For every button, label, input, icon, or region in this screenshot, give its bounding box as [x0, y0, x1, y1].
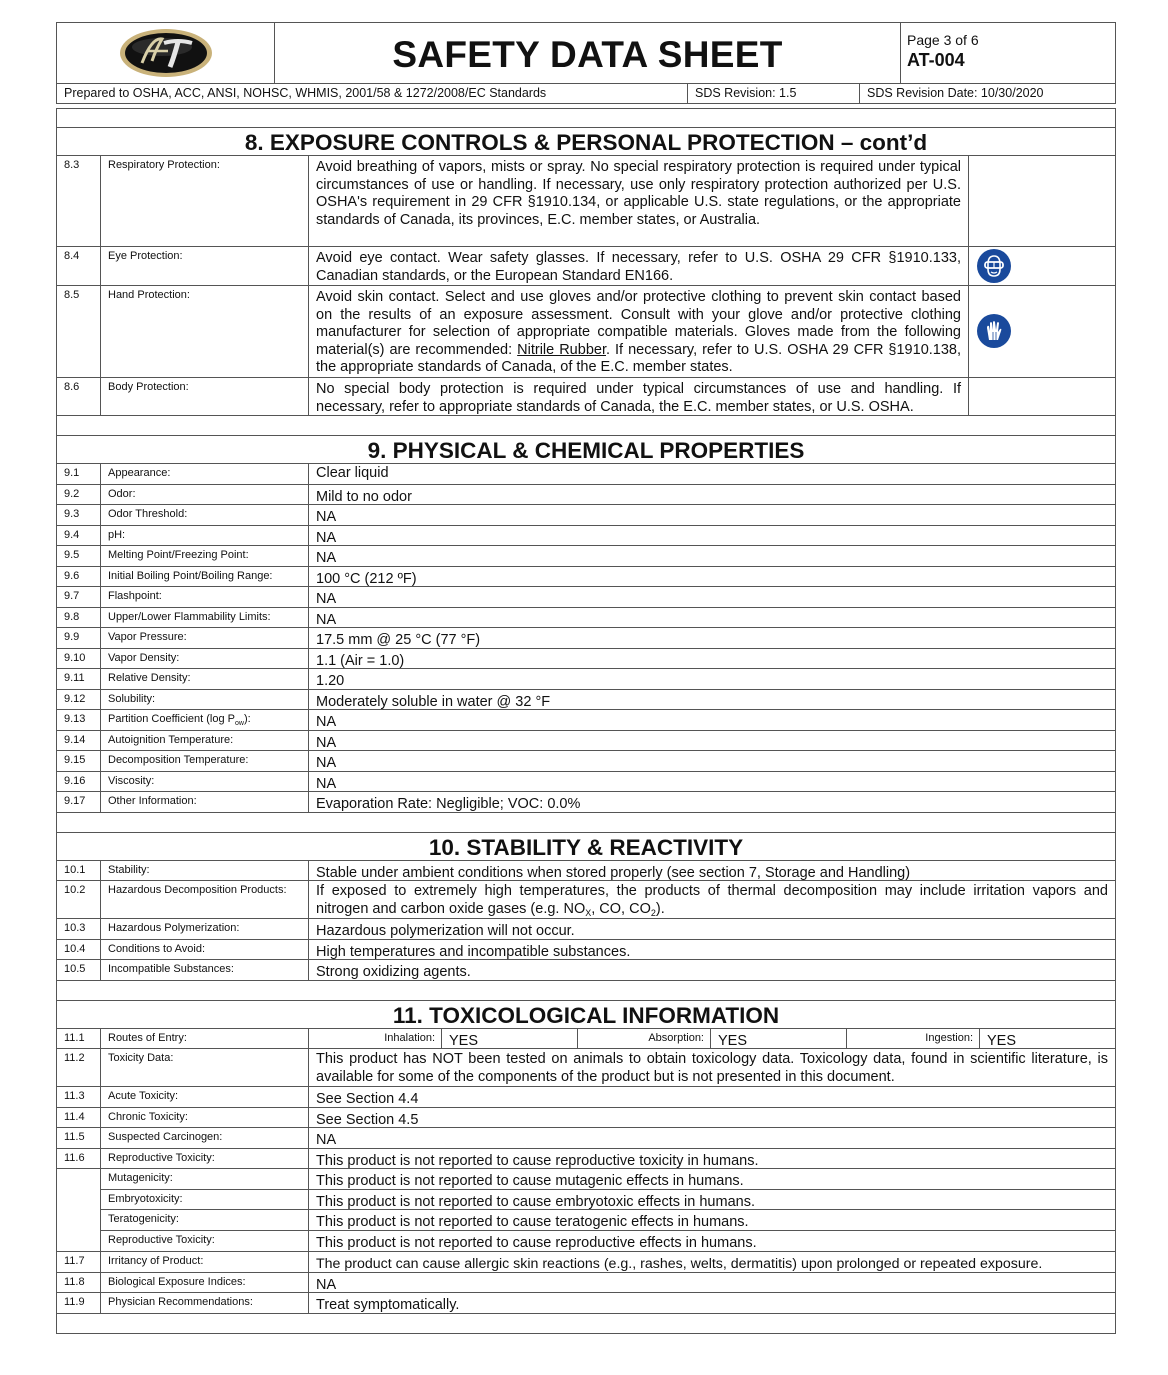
row-number: 11.5 [57, 1128, 101, 1148]
table-row [56, 505, 1116, 526]
row-value: This product has NOT been tested on animals to obtain toxicology data. Toxicology data, found in scientific literature, is available for some of the components of the product but is not presented in this document. [316, 1051, 1108, 1085]
row-value: Stable under ambient conditions when stored properly (see section 7, Storage and Handling) [316, 864, 911, 881]
icon-cell [968, 247, 1115, 285]
section-10-title: 10. STABILITY & REACTIVITY [56, 833, 1116, 861]
row-label: Hand Protection: [101, 286, 309, 377]
gloves-icon [977, 314, 1011, 348]
row-value: NA [316, 1276, 337, 1293]
row-label: Odor Threshold: [101, 505, 309, 525]
table-row [56, 731, 1116, 752]
row-number: 9.14 [57, 731, 101, 751]
table-row [56, 881, 1116, 919]
row-value: 1.20 [316, 673, 345, 689]
table-row [101, 1149, 1115, 1170]
table-row [56, 861, 1116, 882]
absorption-value: YES [711, 1029, 847, 1049]
safety-data-sheet [56, 22, 1116, 1334]
table-row [56, 1108, 1116, 1129]
table-row [56, 464, 1116, 485]
row-value: NA [316, 509, 337, 525]
value-subscript: X [585, 907, 592, 918]
row-number: 11.1 [57, 1029, 101, 1049]
row-label: Biological Exposure Indices: [101, 1273, 309, 1293]
page-number: Page 3 of 6 [907, 32, 979, 48]
row-label: Hazardous Polymerization: [101, 919, 309, 939]
reproductive-toxicity-group [56, 1149, 1116, 1253]
row-number: 9.9 [57, 628, 101, 648]
row-label: Routes of Entry: [101, 1029, 309, 1049]
row-value: High temperatures and incompatible substances. [316, 943, 631, 960]
row-number: 9.3 [57, 505, 101, 525]
table-row [56, 546, 1116, 567]
row-number: 9.13 [57, 710, 101, 730]
table-row [56, 919, 1116, 940]
table-row [101, 1210, 1115, 1231]
label-text-end: ): [243, 713, 251, 725]
row-label: Toxicity Data: [101, 1049, 309, 1086]
table-row [56, 669, 1116, 690]
row-value: NA [316, 529, 337, 546]
row-value: 100 °C (212 ºF) [316, 570, 417, 587]
standards-text: Prepared to OSHA, ACC, ANSI, NOHSC, WHMIS, 2001/58 & 1272/2008/EC Standards [57, 84, 688, 103]
row-number: 11.4 [57, 1108, 101, 1128]
row-label: Hazardous Decomposition Products: [101, 881, 309, 918]
spacer-row [56, 981, 1116, 1001]
row-number: 11.9 [57, 1293, 101, 1313]
row-number: 9.1 [57, 464, 101, 484]
table-row [56, 751, 1116, 772]
row-label: Relative Density: [101, 669, 309, 689]
row-label: Initial Boiling Point/Boiling Range: [101, 567, 309, 587]
row-label: Irritancy of Product: [101, 1252, 309, 1272]
routes-of-entry-row [56, 1029, 1116, 1050]
row-number: 10.1 [57, 861, 101, 881]
product-code: AT-004 [907, 50, 965, 70]
table-row [56, 1252, 1116, 1273]
row-value: NA [316, 734, 337, 751]
ingestion-label: Ingestion: [847, 1029, 980, 1049]
row-label: Upper/Lower Flammability Limits: [101, 608, 309, 628]
table-row [56, 1087, 1116, 1108]
row-label: Solubility: [101, 690, 309, 710]
row-label: Chronic Toxicity: [101, 1108, 309, 1128]
inhalation-label: Inhalation: [309, 1029, 442, 1049]
row-label: Conditions to Avoid: [101, 940, 309, 960]
row-value: Avoid eye contact. Wear safety glasses. If necessary, refer to U.S. OSHA 29 CFR §1910.133, Canadian standards, or the European Standard EN166. [316, 250, 961, 284]
row-value [309, 881, 1115, 918]
row-value: Hazardous polymerization will not occur. [316, 923, 575, 939]
row-number: 11.6 [57, 1149, 100, 1170]
icon-cell [968, 156, 1115, 246]
section-11-title: 11. TOXICOLOGICAL INFORMATION [56, 1001, 1116, 1029]
row-number: 9.4 [57, 526, 101, 546]
label-text: Partition Coefficient (log P [108, 713, 235, 725]
spacer-row [56, 416, 1116, 436]
table-row [56, 587, 1116, 608]
row-number: 9.12 [57, 690, 101, 710]
row-number: 11.2 [57, 1049, 101, 1086]
row-label: Odor: [101, 485, 309, 505]
table-row [56, 940, 1116, 961]
row-number: 9.2 [57, 485, 101, 505]
row-number: 9.16 [57, 772, 101, 792]
row-value: Strong oxidizing agents. [316, 964, 471, 980]
row-number: 10.4 [57, 940, 101, 960]
row-label [101, 710, 309, 730]
value-text: , CO, CO [591, 900, 651, 917]
table-row [56, 1273, 1116, 1294]
spacer-row [56, 813, 1116, 833]
row-number: 10.5 [57, 960, 101, 980]
table-row [56, 1049, 1116, 1087]
row-label: Vapor Pressure: [101, 628, 309, 648]
row-label: pH: [101, 526, 309, 546]
document-header [56, 22, 1116, 84]
value-text: ). [655, 900, 665, 917]
row-number: 9.7 [57, 587, 101, 607]
table-row [56, 649, 1116, 670]
table-row [56, 567, 1116, 588]
row-value: NA [316, 755, 337, 771]
nitrile-rubber-link: Nitrile Rubber [517, 341, 606, 358]
table-row [56, 526, 1116, 547]
row-label: Melting Point/Freezing Point: [101, 546, 309, 566]
row-value: This product is not reported to cause embryotoxic effects in humans. [316, 1193, 755, 1210]
row-number: 11.3 [57, 1087, 101, 1107]
row-value: The product can cause allergic skin reactions (e.g., rashes, welts, dermatitis) upon prolonged or repeated exposure. [316, 1256, 1043, 1272]
table-row [56, 378, 1116, 416]
table-row [56, 485, 1116, 506]
row-value: No special body protection is required under typical circumstances of use and handling. If necessary, refer to appropriate standards of Canada, the E.C. member states, or U.S. OSHA. [316, 381, 961, 415]
table-row [56, 156, 1116, 247]
row-value: Clear liquid [316, 465, 389, 481]
row-number: 9.15 [57, 751, 101, 771]
row-label: Embryotoxicity: [101, 1190, 309, 1210]
row-number: 9.8 [57, 608, 101, 628]
row-label: Vapor Density: [101, 649, 309, 669]
row-number: 8.4 [57, 247, 101, 285]
row-number: 8.6 [57, 378, 101, 415]
table-row [56, 1128, 1116, 1149]
section-9-title: 9. PHYSICAL & CHEMICAL PROPERTIES [56, 436, 1116, 464]
row-number: 10.3 [57, 919, 101, 939]
table-row [56, 286, 1116, 378]
row-value: NA [316, 775, 337, 792]
logo-cell [57, 23, 275, 83]
group-number-column [57, 1149, 101, 1252]
table-row [101, 1231, 1115, 1252]
row-value: Moderately soluble in water @ 32 °F [316, 693, 551, 710]
row-label: Teratogenicity: [101, 1210, 309, 1230]
row-value: Treat symptomatically. [316, 1297, 460, 1313]
inhalation-value: YES [442, 1029, 578, 1049]
merged-number-cell [57, 1169, 100, 1251]
page-info [901, 23, 1115, 83]
table-row [101, 1169, 1115, 1190]
row-value: This product is not reported to cause reproductive toxicity in humans. [316, 1152, 759, 1169]
hand-protection-text-end: . If necessary, refer to U.S. OSHA 29 CFR §1910.138, the appropriate standards of Canada, of the E.C. member states. [316, 341, 962, 375]
spacer-row [56, 108, 1116, 128]
row-number: 9.5 [57, 546, 101, 566]
table-row [56, 628, 1116, 649]
row-value: Mild to no odor [316, 488, 412, 505]
row-number: 8.5 [57, 286, 101, 377]
document-title: SAFETY DATA SHEET [275, 23, 901, 83]
row-value: NA [316, 1132, 337, 1148]
row-number: 11.8 [57, 1273, 101, 1293]
row-label: Mutagenicity: [101, 1169, 309, 1189]
row-value: NA [316, 591, 337, 607]
standards-bar [56, 84, 1116, 104]
hand-protection-text: Avoid skin contact. Select and use gloves and/or protective clothing to prevent skin contact based on the results of an exposure assessment. Consult with your glove and/or protective clothing manufacturer for selection of appropriate compatible materials. Gloves made from the following material(s) are recommended: [316, 289, 961, 358]
row-number: 11.7 [57, 1252, 101, 1272]
company-logo-icon [118, 27, 214, 79]
safety-goggles-icon [977, 249, 1011, 283]
icon-cell [968, 286, 1115, 377]
row-value: Avoid breathing of vapors, mists or spray. No special respiratory protection is required under typical circumstances of use or handling. If necessary, use only respiratory protection authorized per U.S. OSHA's requirement in 29 CFR §1910.134, or applicable U.S. state regulations, or the appropriate standards of Canada, its provinces, E.C. member states, or Australia. [316, 159, 961, 228]
section-8-title: 8. EXPOSURE CONTROLS & PERSONAL PROTECTION – cont’d [56, 128, 1116, 156]
row-label: Respiratory Protection: [101, 156, 309, 246]
value-subscript: 2 [650, 907, 656, 918]
row-value: This product is not reported to cause reproductive effects in humans. [316, 1234, 757, 1251]
absorption-label: Absorption: [578, 1029, 711, 1049]
row-number: 9.10 [57, 649, 101, 669]
row-value: This product is not reported to cause mutagenic effects in humans. [316, 1173, 744, 1189]
row-label: Body Protection: [101, 378, 309, 415]
row-label: Decomposition Temperature: [101, 751, 309, 771]
row-number: 8.3 [57, 156, 101, 246]
row-label: Suspected Carcinogen: [101, 1128, 309, 1148]
row-value: 17.5 mm @ 25 °C (77 °F) [316, 632, 481, 648]
spacer-row [56, 1314, 1116, 1334]
row-label: Other Information: [101, 792, 309, 812]
label-subscript: ow [234, 720, 244, 727]
table-row [56, 1293, 1116, 1314]
row-label: Reproductive Toxicity: [101, 1149, 309, 1169]
row-label: Eye Protection: [101, 247, 309, 285]
table-row [56, 690, 1116, 711]
table-row [56, 960, 1116, 981]
row-value: Evaporation Rate: Negligible; VOC: 0.0% [316, 796, 581, 812]
value-text: If exposed to extremely high temperatures, the products of thermal decomposition may include irritation vapors and nitrogen and carbon oxide gases (e.g. NO [316, 883, 1108, 917]
row-value: NA [316, 714, 337, 730]
table-row [56, 772, 1116, 793]
row-value: NA [316, 611, 337, 628]
ingestion-value: YES [987, 1032, 1017, 1049]
row-label: Incompatible Substances: [101, 960, 309, 980]
table-row [56, 247, 1116, 286]
row-label: Physician Recommendations: [101, 1293, 309, 1313]
row-number: 9.11 [57, 669, 101, 689]
row-label: Stability: [101, 861, 309, 881]
sds-revision: SDS Revision: 1.5 [688, 84, 860, 103]
row-label: Acute Toxicity: [101, 1087, 309, 1107]
row-label: Appearance: [101, 464, 309, 484]
row-value: 1.1 (Air = 1.0) [316, 652, 405, 669]
table-row [56, 608, 1116, 629]
row-number: 9.17 [57, 792, 101, 812]
row-label: Reproductive Toxicity: [101, 1231, 309, 1252]
icon-cell [968, 378, 1115, 415]
row-label: Flashpoint: [101, 587, 309, 607]
row-value [309, 286, 968, 377]
sds-revision-date: SDS Revision Date: 10/30/2020 [867, 86, 1044, 100]
table-row [101, 1190, 1115, 1211]
row-value: NA [316, 550, 337, 566]
table-row [56, 792, 1116, 813]
row-value: See Section 4.5 [316, 1111, 419, 1128]
row-number: 10.2 [57, 881, 101, 918]
row-value: See Section 4.4 [316, 1091, 419, 1107]
row-label: Viscosity: [101, 772, 309, 792]
group-rows [101, 1149, 1115, 1252]
row-number: 9.6 [57, 567, 101, 587]
table-row [56, 710, 1116, 731]
row-label: Autoignition Temperature: [101, 731, 309, 751]
row-value: This product is not reported to cause teratogenic effects in humans. [316, 1214, 749, 1230]
